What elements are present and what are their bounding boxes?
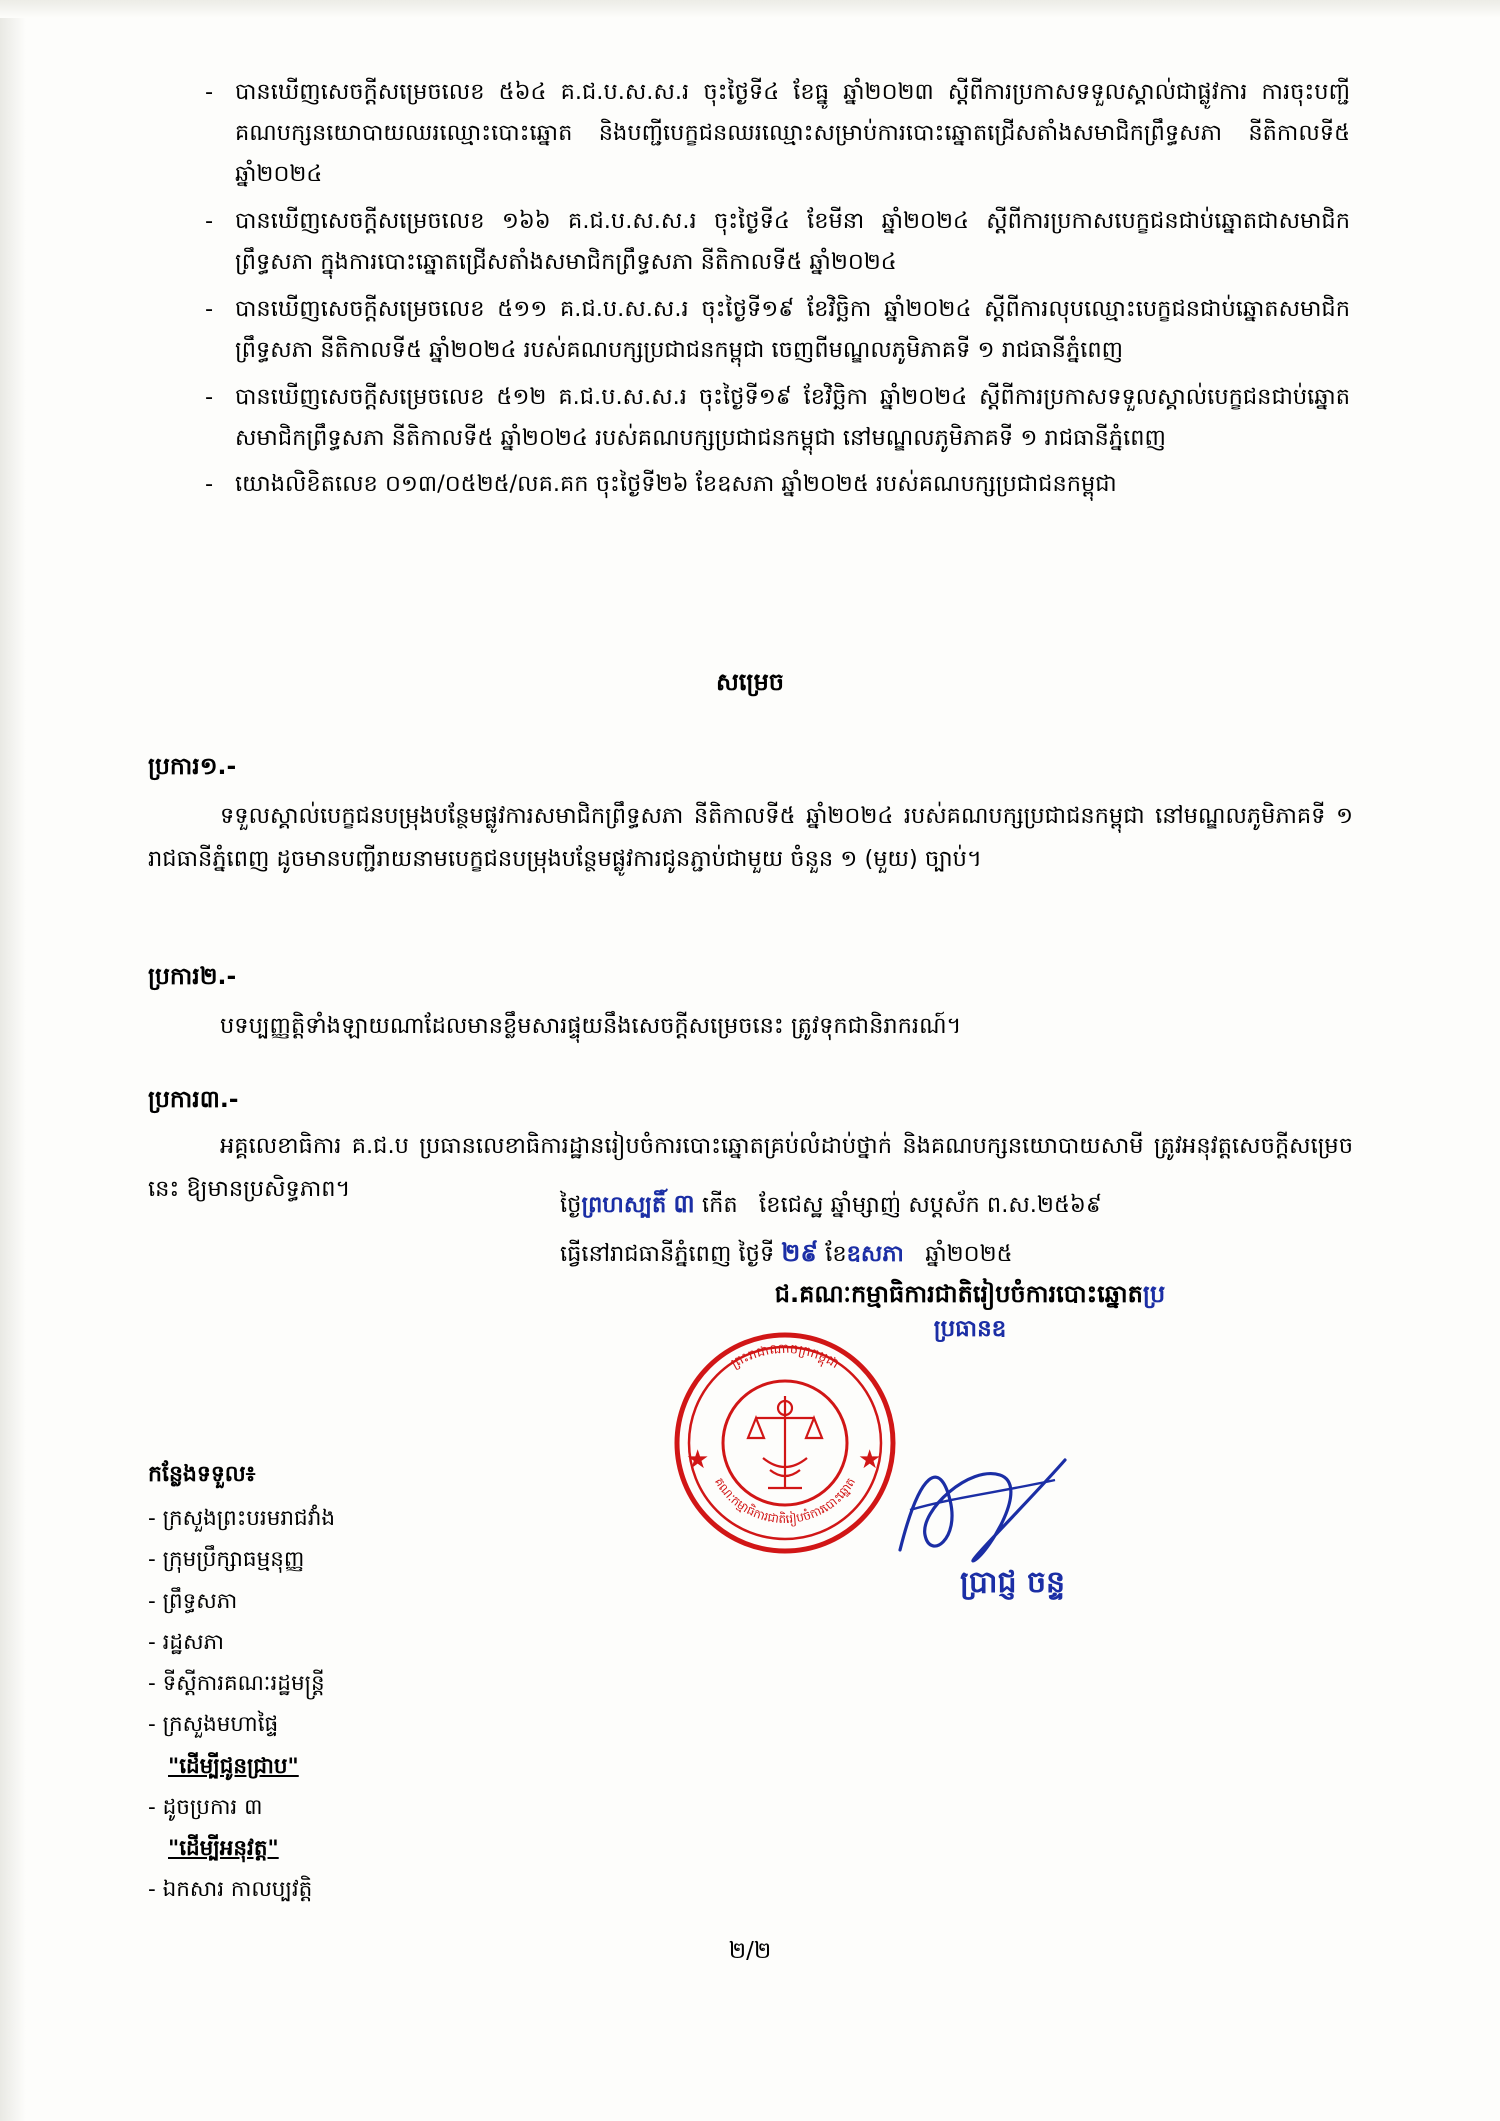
organization-title-handwritten: ប្រ [1142, 1280, 1166, 1308]
place-year: ឆ្នាំ២០២៥ [925, 1240, 1013, 1267]
article-1-body: ទទួលស្គាល់បេក្ខជនបម្រុងបន្ថែមផ្លូវការសមាជិកព្រឹទ្ធសភា នីតិកាលទី៥ ឆ្នាំ២០២៤ របស់គណបក្សប្រជាជនកម្ពុជា នៅមណ្ឌលភូមិភាគទី ១ រាជធានីភ្នំពេញ ដូចមានបញ្ជីរាយនាមបេក្ខជនបម្រុងបន្ថែមផ្លូវការជូនភ្ជាប់ជាមួយ ចំនួន ១ (មួយ) ច្បាប់។ [148, 803, 1353, 872]
cc-text: ព្រឹទ្ធសភា [162, 1588, 238, 1614]
cc-text: ក្រសួងព្រះបរមរាជវាំង [162, 1506, 335, 1531]
reference-dash: - [205, 471, 214, 498]
svg-text:★: ★ [686, 1445, 710, 1475]
seal-graphic [660, 1318, 910, 1568]
reference-list [205, 72, 1350, 511]
date-prefix: ថ្ងៃ [560, 1192, 582, 1218]
cc-dash: - [148, 1629, 156, 1655]
cc-item [148, 1704, 568, 1745]
cc-dash: - [148, 1712, 156, 1738]
seal-top-text: ព្រះរាជាណាចក្រកម្ពុជា [728, 1341, 842, 1372]
reference-text: បានឃើញសេចក្ដីសម្រេចលេខ ៥១១ គ.ជ.ប.ស.ស.រ ចុះថ្ងៃទី១៩ ខែវិច្ឆិកា ឆ្នាំ២០២៤ ស្ដីពីការលុបឈ្មោះបេក្ខជនជាប់ឆ្នោតសមាជិកព្រឹទ្ធសភា នីតិកាលទី៥ ឆ្នាំ២០២៤ របស់គណបក្សប្រជាជនកម្ពុជា ចេញពីមណ្ឌលភូមិភាគទី ១ រាជធានីភ្នំពេញ [235, 295, 1350, 363]
date-roek: កើត [701, 1192, 738, 1218]
organization-position-text: ប្រធាន [933, 1316, 992, 1342]
cc-dash: - [148, 1794, 156, 1820]
cc-dash: - [148, 1877, 156, 1903]
cc-text: ដូចប្រការ ៣ [162, 1794, 263, 1820]
reference-dash: - [205, 295, 214, 322]
reference-item [205, 72, 1350, 195]
cc-list [148, 1498, 568, 1911]
cc-note: "ដើម្បីជូនជ្រាប" [168, 1753, 299, 1779]
svg-text:★: ★ [858, 1445, 882, 1475]
official-seal [660, 1318, 910, 1568]
article-3-heading: ប្រការ៣.- [148, 1085, 239, 1113]
reference-dash: - [205, 207, 214, 234]
reference-item [205, 289, 1350, 371]
cc-dash: - [148, 1588, 156, 1614]
cc-text: ក្រុមប្រឹក្សាធម្មនុញ្ញ [162, 1547, 305, 1573]
reference-text: បានឃើញសេចក្ដីសម្រេចលេខ ៥៦៤ គ.ជ.ប.ស.ស.រ ចុះថ្ងៃទី៤ ខែធ្នូ ឆ្នាំ២០២៣ ស្ដីពីការប្រកាសទទួលស្គាល់ជាផ្លូវការ ការចុះបញ្ជីគណបក្សនយោបាយឈរឈ្មោះបោះឆ្នោត និងបញ្ជីបេក្ខជនឈរឈ្មោះសម្រាប់ការបោះឆ្នោតជ្រើសតាំងសមាជិកព្រឹទ្ធសភា នីតិកាលទី៥ ឆ្នាំ២០២៤ [235, 79, 1350, 187]
place-prefix: ធ្វើនៅរាជធានីភ្នំពេញ ថ្ងៃទី [560, 1240, 775, 1267]
date-month-year: ខែជេស្ឋ ឆ្នាំម្សាញ់ សប្តស័ក ព.ស.២៥៦៩ [759, 1192, 1102, 1218]
date-day-handwritten: ព្រហស្បតិ៍ [581, 1192, 667, 1218]
cc-dash: - [148, 1671, 156, 1697]
page-number: ២/២ [728, 1938, 772, 1964]
cc-item [148, 1581, 568, 1622]
article-2-body: បទប្បញ្ញត្តិទាំងឡាយណាដែលមានខ្លឹមសារផ្ទុយនឹងសេចក្ដីសម្រេចនេះ ត្រូវទុកជានិរាករណ៍។ [220, 1013, 962, 1039]
cc-item [148, 1498, 568, 1539]
cc-dash: - [148, 1506, 156, 1531]
svg-text:ព្រះរាជាណាចក្រកម្ពុជា [729, 1342, 842, 1372]
cc-item [148, 1787, 568, 1828]
reference-text: បានឃើញសេចក្ដីសម្រេចលេខ ១៦៦ គ.ជ.ប.ស.ស.រ ចុះថ្ងៃទី៤ ខែមីនា ឆ្នាំ២០២៤ ស្ដីពីការប្រកាសបេក្ខជនជាប់ឆ្នោតជាសមាជិកព្រឹទ្ធសភា ក្នុងការបោះឆ្នោតជ្រើសតាំងសមាជិកព្រឹទ្ធសភា នីតិកាលទី៥ ឆ្នាំ២០២៤ [235, 207, 1350, 275]
cc-text: ឯកសារ កាលប្បវត្តិ [162, 1877, 313, 1903]
reference-dash: - [205, 383, 214, 410]
cc-item [148, 1663, 568, 1704]
cc-text: រដ្ឋសភា [162, 1629, 225, 1655]
cc-item [148, 1622, 568, 1663]
organization-title-text: ជ.គណៈកម្មាធិការជាតិរៀបចំការបោះឆ្នោត [774, 1280, 1143, 1308]
cc-item [148, 1539, 568, 1580]
article-2-heading: ប្រការ២.- [148, 962, 237, 990]
article-1-heading: ប្រការ១.- [148, 752, 237, 780]
decide-heading: សម្រេច [715, 668, 785, 696]
cc-item [148, 1869, 568, 1910]
date-number-handwritten: ៣ [673, 1189, 695, 1218]
signature-date-block [560, 1180, 1360, 1278]
reference-text: បានឃើញសេចក្ដីសម្រេចលេខ ៥១២ គ.ជ.ប.ស.ស.រ ចុះថ្ងៃទី១៩ ខែវិច្ឆិកា ឆ្នាំ២០២៤ ស្ដីពីការប្រកាសទទួលស្គាល់បេក្ខជនជាប់ឆ្នោតសមាជិកព្រឹទ្ធសភា នីតិកាលទី៥ ឆ្នាំ២០២៤ របស់គណបក្សប្រជាជនកម្ពុជា នៅមណ្ឌលភូមិភាគទី ១ រាជធានីភ្នំពេញ [235, 383, 1350, 451]
reference-item [205, 377, 1350, 459]
organization-position-handwritten: ឧ [991, 1316, 1007, 1342]
article-3-body: អគ្គលេខាធិការ គ.ជ.ប ប្រធានលេខាធិការដ្ឋានរៀបចំការបោះឆ្នោតគ្រប់លំដាប់ថ្នាក់ និងគណបក្សនយោបាយសាមី ត្រូវអនុវត្តសេចក្ដីសម្រេចនេះ ឱ្យមានប្រសិទ្ធភាព។ [148, 1133, 1353, 1202]
reference-dash: - [205, 79, 214, 105]
reference-text: យោងលិខិតលេខ ០១៣/០៥២៥/លគ.គក ចុះថ្ងៃទី២៦ ខែឧសភា ឆ្នាំ២០២៥ របស់គណបក្សប្រជាជនកម្ពុជា [235, 471, 1117, 498]
place-month-prefix: ខែ [825, 1240, 847, 1267]
cc-text: ក្រសួងមហាផ្ទៃ [162, 1712, 279, 1738]
cc-title: កន្លែងទទួល៖ [148, 1462, 256, 1487]
place-month-handwritten: ឧសភា [846, 1240, 904, 1267]
seal-bottom-text: គណៈកម្មាធិការជាតិរៀបចំការបោះឆ្នោត [711, 1475, 859, 1527]
place-day-handwritten: ២៩ [781, 1237, 819, 1267]
place-line [560, 1229, 1360, 1278]
cc-dash: - [148, 1547, 156, 1573]
signer-name: ប្រាជ្ញ ចន្ទ [960, 1565, 1066, 1600]
cc-text: ទីស្ដីការគណៈរដ្ឋមន្ត្រី [162, 1671, 325, 1697]
reference-item [205, 464, 1350, 505]
cc-note: "ដើម្បីអនុវត្ត" [168, 1836, 279, 1862]
date-line [560, 1180, 1360, 1229]
reference-item [205, 201, 1350, 283]
